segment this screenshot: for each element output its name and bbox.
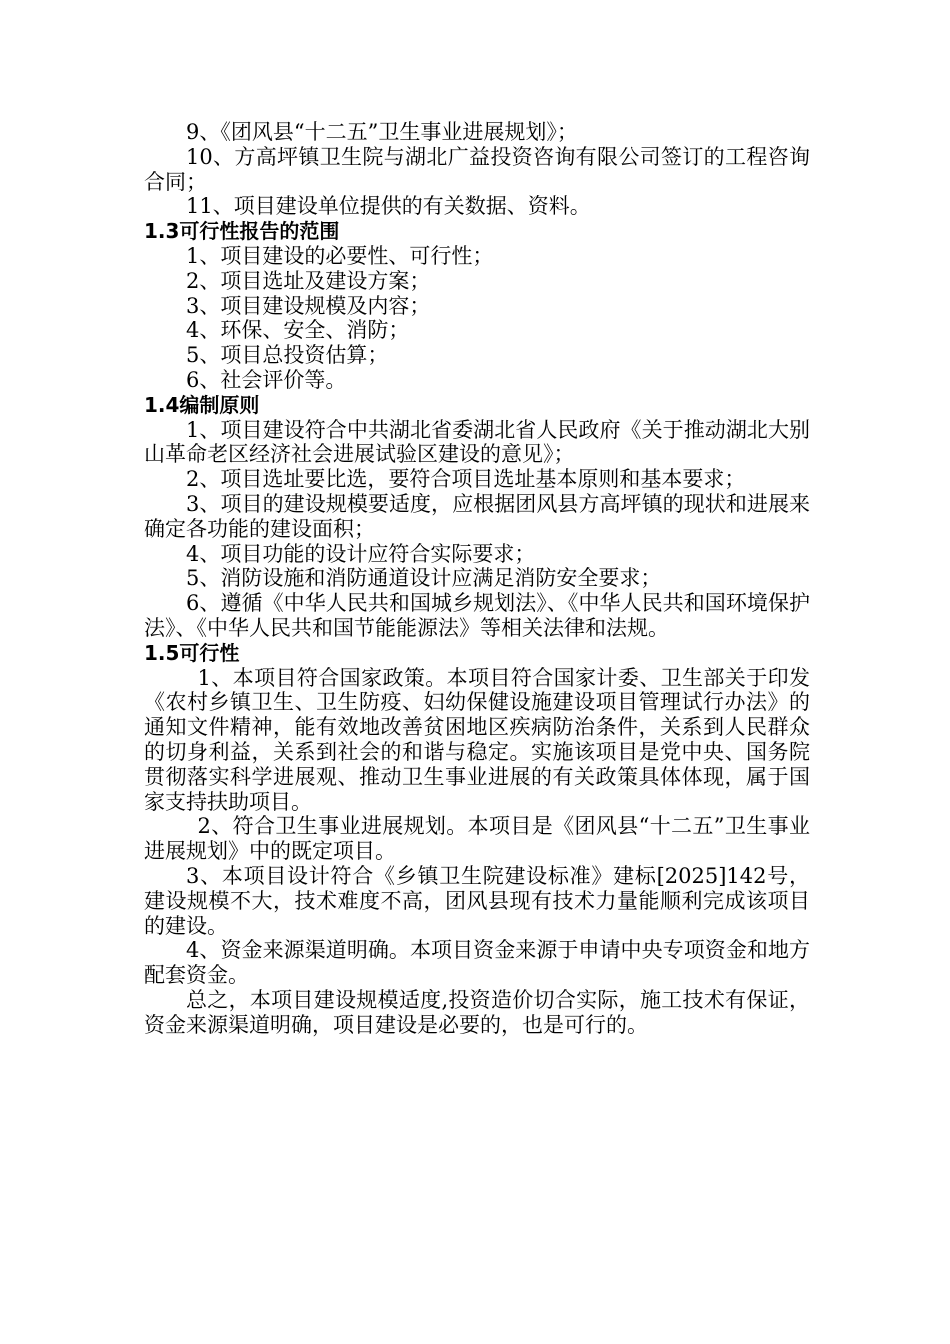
principle-item-1: 1、项目建设符合中共湖北省委湖北省人民政府《关于推动湖北大别山革命老区经济社会进展试验区建设的意见》； [144, 417, 810, 467]
basis-item-10: 10、方高坪镇卫生院与湖北广益投资咨询有限公司签订的工程咨询合同； [144, 144, 810, 194]
principle-item-2: 2、项目选址要比选，要符合项目选址基本原则和基本要求； [186, 467, 746, 492]
basis-item-9: 9、《团风县“十二五”卫生事业进展规划》； [186, 120, 578, 144]
section-1-4-heading: 1.4编制原则 [144, 392, 260, 417]
scope-item-5: 5、项目总投资估算； [186, 343, 389, 368]
feasibility-item-3: 3、本项目设计符合《乡镇卫生院建设标准》建标[2025]142号，建设规模不大，技术难度不高，团风县现有技术力量能顺利完成该项目的建设。 [144, 863, 810, 938]
section-1-5-heading: 1.5可行性 [144, 640, 240, 665]
scope-item-4: 4、环保、安全、消防； [186, 318, 410, 343]
feasibility-item-4: 4、资金来源渠道明确。本项目资金来源于申请中央专项资金和地方配套资金。 [144, 938, 810, 988]
basis-item-11: 11、项目建设单位提供的有关数据、资料。 [186, 194, 591, 219]
scope-item-6: 6、社会评价等。 [186, 367, 347, 392]
scope-item-2: 2、项目选址及建设方案； [186, 268, 431, 293]
scope-item-3: 3、项目建设规模及内容； [186, 293, 431, 318]
feasibility-item-1: 1、本项目符合国家政策。本项目符合国家计委、卫生部关于印发《农村乡镇卫生、卫生防疫、妇幼保健设施建设项目管理试行办法》的通知文件精神，能有效地改善贫困地区疾病防治条件，关系到人民群众的切身利益，关系到社会的和谐与稳定。实施该项目是党中央、国务院贯彻落实科学进展观、推动卫生事业进展的有关政策具体体现，属于国家支持扶助项目。 [144, 665, 810, 814]
principle-item-3: 3、项目的建设规模要适度，应根据团风县方高坪镇的现状和进展来确定各功能的建设面积； [144, 491, 810, 541]
principle-item-4: 4、项目功能的设计应符合实际要求； [186, 541, 536, 566]
document-page [144, 120, 810, 1037]
feasibility-item-2: 2、符合卫生事业进展规划。本项目是《团风县“十二五”卫生事业进展规划》中的既定项目。 [144, 814, 810, 864]
principle-item-6: 6、遵循《中华人民共和国城乡规划法》、《中华人民共和国环境保护法》、《中华人民共和国节能能源法》等相关法律和法规。 [144, 591, 810, 640]
principle-item-5: 5、消防设施和消防通道设计应满足消防安全要求； [186, 566, 662, 591]
feasibility-conclusion: 总之，本项目建设规模适度,投资造价切合实际，施工技术有保证，资金来源渠道明确，项目建设是必要的，也是可行的。 [144, 987, 810, 1037]
scope-item-1: 1、项目建设的必要性、可行性； [186, 243, 494, 268]
section-1-3-heading: 1.3可行性报告的范围 [144, 219, 340, 244]
